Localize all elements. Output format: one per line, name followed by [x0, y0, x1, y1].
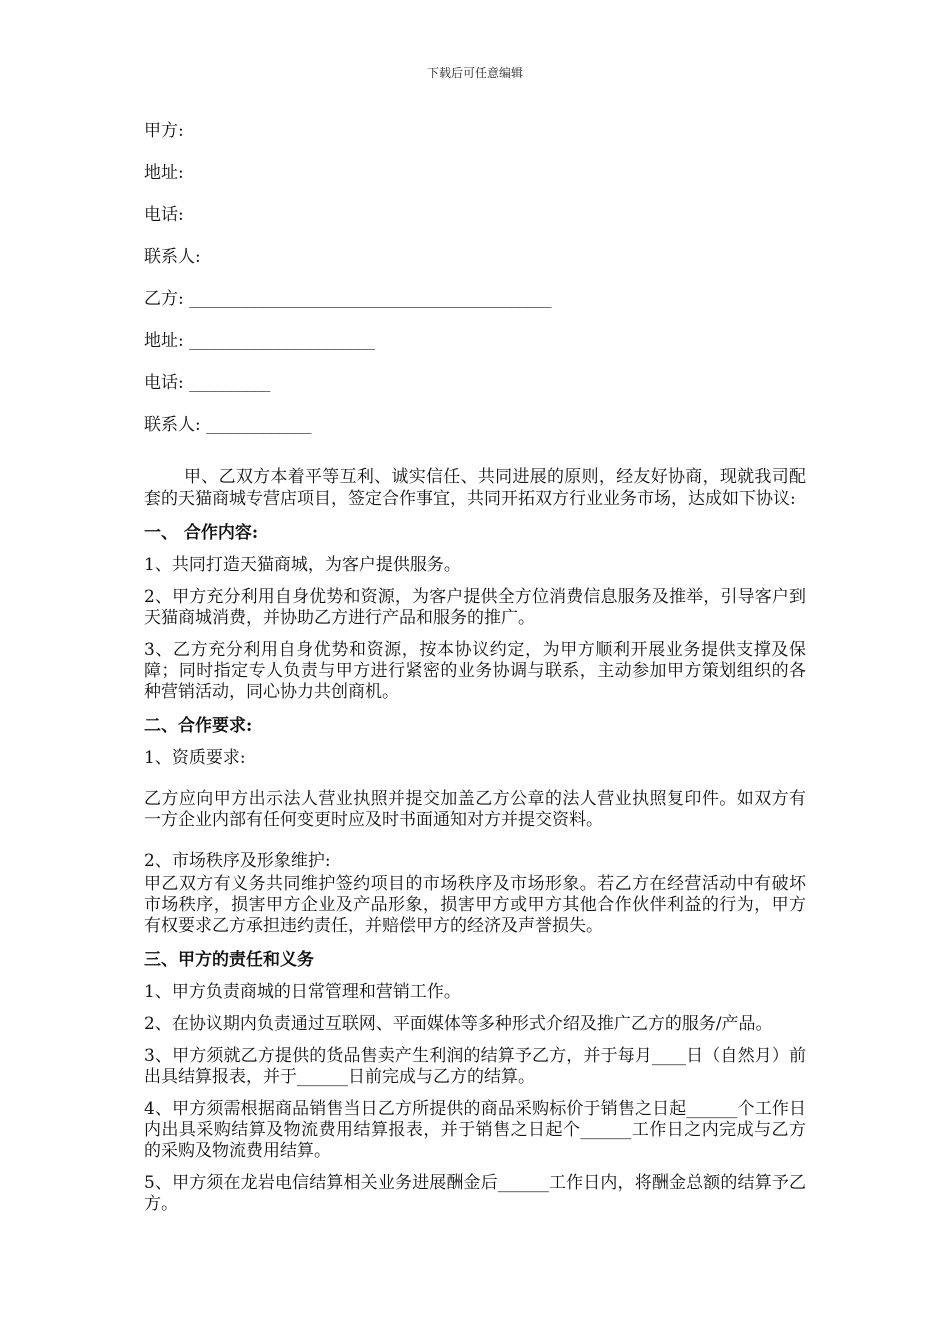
section-1-item-3: 3、乙方充分利用自身优势和资源，按本协议约定，为甲方顺利开展业务提供支撑及保障；同时指定专人负责与甲方进行紧密的业务协调与联系，主动参加甲方策划组织的各种营销活动，同心协力共创商机。 [144, 640, 806, 702]
party-a-label: 甲方: [144, 121, 184, 141]
party-b-contact-blank: _____________ [206, 416, 311, 434]
section-2-sub-2-title: 2、市场秩序及形象维护: [144, 851, 331, 871]
section-2-sub-1-title: 1、资质要求: [144, 748, 246, 768]
party-a-contact-label: 联系人: [144, 247, 201, 267]
section-1-title: 一、 合作内容: [144, 523, 259, 543]
party-b-phone-field [144, 370, 806, 412]
section-3-item-5: 5、甲方须在龙岩电信结算相关业务进展酬金后______工作日内，将酬金总额的结算予乙方。 [144, 1173, 806, 1214]
section-1-item-1: 1、共同打造天猫商城，为客户提供服务。 [144, 555, 461, 575]
page-header-note: 下载后可任意编辑 [426, 66, 523, 80]
party-b-address-label: 地址: [144, 331, 184, 351]
party-a-phone-field [144, 202, 806, 244]
section-2-title: 二、合作要求: [144, 716, 253, 736]
party-a-contact-field [144, 244, 806, 286]
party-b-contact-field [144, 412, 806, 454]
section-3-item-4: 4、甲方须需根据商品销售当日乙方所提供的商品采购标价于销售之日起______个工作日内出具采购结算及物流费用结算报表，并于销售之日起个______工作日之内完成与乙方的采购及物流费用结算。 [144, 1099, 806, 1161]
section-1-item-2: 2、甲方充分利用自身优势和资源，为客户提供全方位消费信息服务及推举，引导客户到天猫商城消费，并协助乙方进行产品和服务的推广。 [144, 587, 806, 628]
party-b-address-blank: _______________________ [189, 332, 374, 350]
section-3-title: 三、甲方的责任和义务 [144, 950, 314, 970]
section-3-item-3: 3、甲方须就乙方提供的货品售卖产生利润的结算予乙方，并于每月____日（自然月）前出具结算报表，并于______日前完成与乙方的结算。 [144, 1046, 806, 1087]
party-b-contact-label: 联系人: [144, 415, 201, 435]
party-b-blank: _____________________________________________ [189, 290, 551, 308]
party-b-phone-blank: __________ [189, 374, 270, 392]
section-2-sub-1-text: 乙方应向甲方出示法人营业执照并提交加盖乙方公章的法人营业执照复印件。如双方有一方企业内部有任何变更时应及时书面通知对方并提交资料。 [144, 789, 806, 830]
party-a-address-field [144, 160, 806, 202]
party-b-label: 乙方: [144, 289, 184, 309]
party-b-field [144, 286, 806, 328]
section-2-sub-2-text: 甲乙双方有义务共同维护签约项目的市场秩序及市场形象。若乙方在经营活动中有破坏市场秩序，损害甲方企业及产品形象，损害甲方或甲方其他合作伙伴利益的行为，甲方有权要求乙方承担违约责任，并赔偿甲方的经济及声誉损失。 [144, 874, 806, 936]
contract-body [144, 118, 806, 1215]
intro-paragraph: 甲、乙双方本着平等互利、诚实信任、共同进展的原则，经友好协商，现就我司配套的天猫商城专营店项目，签定合作事宜，共同开拓双方行业业务市场，达成如下协议: [144, 467, 806, 509]
party-a-phone-label: 电话: [144, 205, 184, 225]
party-b-address-field [144, 328, 806, 370]
party-b-phone-label: 电话: [144, 373, 184, 393]
party-a-address-label: 地址: [144, 163, 184, 183]
section-3-item-2: 2、在协议期内负责通过互联网、平面媒体等多种形式介绍及推广乙方的服务/产品。 [144, 1014, 773, 1034]
party-a-field [144, 118, 806, 160]
section-3-item-1: 1、甲方负责商城的日常管理和营销工作。 [144, 982, 461, 1002]
